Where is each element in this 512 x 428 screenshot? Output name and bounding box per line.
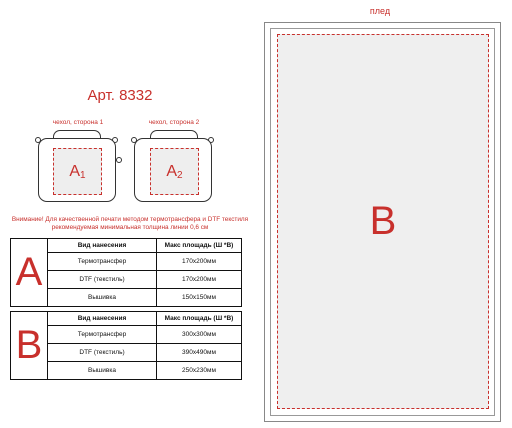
table-cell-method: Вышивка [48,289,157,307]
table-b-header-size: Макс площадь (Ш *В) [157,312,242,326]
blanket-label: плед [369,6,391,16]
table-cell-method: DTF (текстиль) [48,271,157,289]
case-side-1-label: чехол, сторона 1 [52,119,104,126]
table-cell-size: 300х300мм [157,326,242,344]
table-cell-size: 250х230мм [157,362,242,380]
table-cell-size: 170х200мм [157,253,242,271]
table-cell-method: Термотрансфер [48,253,157,271]
table-a-header-size: Макс площадь (Ш *В) [157,239,242,253]
table-a-header-method: Вид нанесения [48,239,157,253]
zone-a1-label: $A_1$ [69,162,86,181]
print-area-a1 [53,148,102,195]
table-cell-method: Термотрансфер [48,326,157,344]
table-cell-size: 150х150мм [157,289,242,307]
table-cell-size: 170х200мм [157,271,242,289]
warning-note: Внимание! Для качественной печати методом термотрансфера и DTF текстиля рекомендуемая минимальная толщина линии 0,6 см [11,216,249,231]
print-area-b [277,34,489,409]
table-cell-method: Вышивка [48,362,157,380]
zone-b-label: B [369,199,397,243]
table-b-letter: B [11,312,48,380]
table-a-letter: A [11,239,48,307]
spec-table-b [10,311,242,380]
table-cell-size: 390х490мм [157,344,242,362]
case-side-2-label: чехол, сторона 2 [148,119,200,126]
spec-table-a [10,238,242,307]
article-title: Арт. 8332 [87,87,153,104]
table-b-header-method: Вид нанесения [48,312,157,326]
table-cell-method: DTF (текстиль) [48,344,157,362]
print-area-a2 [150,148,199,195]
case-1-side-ring [116,157,122,163]
zone-a2-label: $A_2$ [166,162,183,181]
